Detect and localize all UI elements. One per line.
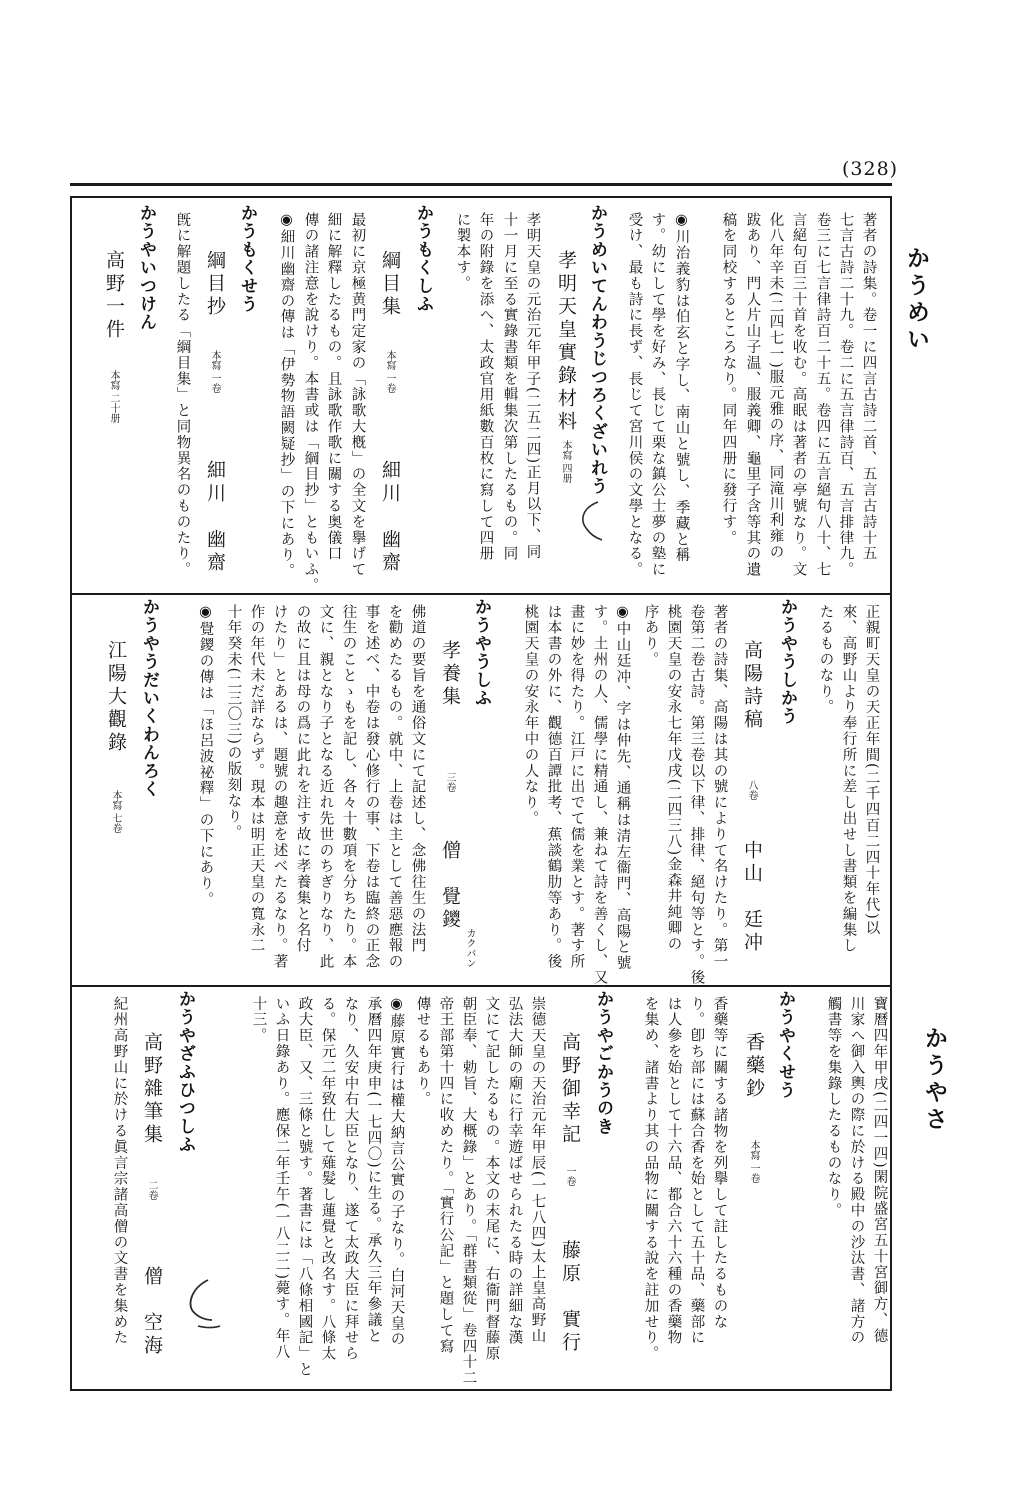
entry-title: 綱目集	[379, 250, 401, 319]
entry-title: 孝養集	[439, 640, 461, 709]
text-line: たるものなり。	[817, 604, 834, 716]
section-divider	[70, 593, 892, 595]
text-line: 承曆四年庚申(一七四〇)に生る。承久三年參議と	[365, 996, 382, 1345]
entry-heading: かうやいつけん	[136, 204, 156, 332]
entry-title: 高野御幸記	[559, 1032, 581, 1147]
text-line: 卷三に七言律詩百二十五。卷四に五言絕句八十、七	[814, 212, 831, 578]
entry-author: 細川 幽齋	[204, 460, 226, 575]
text-line: 桃園天皇の安永七年戊戌(二四三八)金森井純卿の	[665, 604, 682, 953]
text-line: 稿を同校するところなり。同年四册に發行す。	[720, 212, 737, 546]
text-line: 觸書等を集錄したるものなり。	[825, 996, 842, 1219]
entry-author: 僧 空海	[141, 1266, 163, 1358]
text-line: ◉覺鑁の傳は「ほ呂波祕釋」の下にあり。	[197, 604, 214, 908]
text-line: ◉藤原實行は權大納言公實の子なり。白河天皇の	[388, 996, 405, 1348]
entry-meta: 本寫 一卷	[748, 1140, 759, 1184]
text-line: なり、久安中右大臣となり、遂て太政大臣に拜せら	[342, 996, 359, 1362]
entry-heading: かうもくしふ	[413, 204, 433, 314]
entry-heading: かうやくせう	[775, 990, 795, 1100]
handwritten-mark	[178, 1276, 224, 1336]
text-line: 香藥等に關する諸物を列擧して註したるものな	[711, 996, 728, 1330]
entry-meta: 二卷	[146, 1180, 157, 1200]
text-line: 孝明天皇の元治元年甲子(二五二四)正月以下、同	[524, 212, 541, 561]
entry-author: 藤原 實行	[559, 1240, 581, 1355]
text-line: 事を述べ、中卷は發心修行の事、下卷は臨終の正念	[363, 604, 380, 970]
entry-title: 孝明天皇實錄材料	[555, 250, 577, 434]
text-line: いふ日錄あり。應保二年壬午(一八二二)薨す。年八	[273, 996, 290, 1360]
running-head-bottom: かうやさ	[921, 1026, 948, 1134]
text-line: 文にて記したるもの。本文の末尾に、右衞門督藤原	[483, 996, 500, 1362]
text-line: 十三。	[250, 996, 267, 1044]
text-line: 細に解釋したるもの。且詠歌作歌に關する奥儀口	[325, 212, 342, 562]
entry-title: 高野一件	[103, 250, 125, 342]
top-rule	[70, 183, 892, 186]
text-line: 七言古詩二十九。卷二に五言律詩百、五言排律九。	[837, 212, 854, 578]
text-line: 跋あり、門人片山子温、服義卿、龜里子含等其の遺	[744, 212, 761, 578]
entry-meta: 一卷	[564, 1166, 575, 1186]
entry-meta: 本寫 四册	[560, 440, 571, 484]
entry-author: 僧 覺鑁	[439, 840, 461, 932]
text-line: に製本す。	[454, 212, 471, 292]
text-line: 旣に解題したる「綱目集」と同物異名のものたり。	[174, 212, 191, 578]
text-line: 正親町天皇の天正年間(二千四百二四十年代)以	[863, 604, 880, 937]
text-line: す。土州の人、儒學に精通し、兼ねて詩を善くし、又	[591, 604, 608, 986]
text-line: 政大臣、又、三條と號す。著書には「八條相國記」と	[296, 996, 313, 1378]
text-line: 佛道の要旨を通俗文にて記述し、念佛往生の法門	[409, 604, 426, 954]
text-line: 文に、親となり子となる近れ先世のちぎりなり、此	[317, 604, 334, 970]
text-line: は本書の外に、觀德百譚批考、蕉談鶴肋等あり。後	[545, 604, 562, 970]
text-line: 來、高野山より奉行所に差し出せし書類を編集し	[840, 604, 857, 954]
text-line: す。幼にして學を好み、長じて栗な鎮公士夢の塾に	[649, 212, 666, 578]
text-line: 川家へ御入輿の際に於ける殿中の沙汰書、諸方の	[848, 996, 865, 1346]
text-line: 十一月に至る實錄書類を輯集次第したるもの。同	[501, 212, 518, 562]
entry-heading: かうやうしふ	[471, 598, 491, 708]
text-line: を勸めたるもの。就中、上卷は主として善惡應報の	[386, 604, 403, 970]
entry-author: 細川 幽齋	[379, 460, 401, 575]
text-line: 受け、最も詩に長ず、長じて宮川侯の文學となる。	[626, 212, 643, 578]
entry-heading: かうやうだいくわんろく	[139, 598, 159, 799]
text-line: 寶曆四年甲戌(二四一四)閑院盛宮五十宮御方、德	[871, 996, 888, 1345]
text-line: は人參を始として十六品、都合六十六種の香藥物	[665, 996, 682, 1346]
entry-heading: かうめいてんわうじつろくざいれう	[587, 204, 607, 496]
text-line: の故に且は母の爲に此れを注す故に孝養集と名付	[294, 604, 311, 954]
text-line: 往生のことゝもを記し、各々十數項を分ちたり。本	[340, 604, 357, 970]
text-line: ◉中山廷冲、字は仲先、通稱は清左衞門、高陽と號	[614, 604, 631, 972]
entry-author: 中山 廷冲	[741, 840, 763, 955]
text-line: り。卽ち部には蘇合香を始として五十品、藥部に	[688, 996, 705, 1346]
text-line: 傳せるもあり。	[414, 996, 431, 1108]
text-line: を集め、諸書より其の品物に關する說を註加せり。	[642, 996, 659, 1362]
text-line: ◉川治義豹は伯玄と字し、南山と號し、季藏と稱	[673, 212, 690, 564]
entry-title: 高野雜筆集	[141, 1032, 163, 1147]
running-head-top: かうめい	[903, 246, 930, 354]
text-line: 崇德天皇の天治元年甲辰(一七八四)太上皇高野山	[529, 996, 546, 1345]
entry-title: 高陽詩稿	[741, 640, 763, 732]
text-line: 年の附錄を添へ、太政官用紙數百枚に寫して四册	[477, 212, 494, 562]
entry-meta: 本寫 一卷	[384, 350, 395, 394]
text-line: 作の年代未だ詳ならず。現本は明正天皇の寬永二	[248, 604, 265, 954]
text-line: 朝臣奉、勅旨、大概錄」とあり。「群書類從」卷四十二	[460, 996, 477, 1387]
text-line: 化八年辛未(二四七一)服元雅の序、同滝川利雍の	[767, 212, 784, 561]
entry-heading: かうやごかうのき	[593, 990, 613, 1136]
entry-title: 香藥鈔	[743, 1032, 765, 1101]
text-line: る。保元二年致仕して薙髮し蓮覺と改名す。八條太	[319, 996, 336, 1362]
text-line: 著者の詩集、高陽は其の號によりて名けたり。第一	[711, 604, 728, 970]
entry-title: 綱目抄	[204, 250, 226, 319]
text-line: 最初に京極黄門定家の「詠歌大槪」の全文を擧げて	[349, 212, 366, 578]
text-line: 紀州高野山に於ける眞言宗諸高僧の文書を集めた	[111, 996, 128, 1346]
entry-heading: かうやざふひつしふ	[175, 990, 195, 1154]
text-line: 十年癸未(二三〇三)の版刻なり。	[225, 604, 242, 841]
handwritten-mark	[576, 498, 606, 544]
entry-title: 江陽大觀錄	[105, 640, 127, 755]
entry-meta: 本寫 一卷	[209, 350, 220, 394]
text-line: 卷第二卷古詩。第三卷以下律、排律、絕句等とす。後	[688, 604, 705, 986]
page-number: (328)	[842, 158, 899, 180]
text-line: 言絕句百三十首を收む。高眠は著者の亭號なり。文	[790, 212, 807, 578]
text-line: 著者の詩集。卷一に四言古詩二首、五言古詩十五	[860, 212, 877, 562]
author-ruby: カクバン	[464, 928, 475, 968]
entry-meta: 三卷	[444, 772, 455, 792]
text-line: 弘法大師の廟に行幸遊ばせられたる時の詳細な漢	[506, 996, 523, 1346]
entry-meta: 本寫 七卷	[110, 790, 121, 834]
text-line: 傳の諸注意を說けり。本書或は「綱目抄」ともいふ。	[302, 212, 319, 594]
text-line: ◉細川幽齋の傳は「伊勢物語闕疑抄」の下にあり。	[278, 212, 295, 580]
entry-heading: かうもくせう	[237, 204, 257, 314]
entry-meta: 八卷	[746, 780, 757, 800]
text-line: 桃園天皇の安永年中の人なり。	[522, 604, 539, 827]
text-line: 帝王部第十四に收めたり。「實行公記」と題して寫	[437, 996, 454, 1355]
entry-heading: かうやうしかう	[777, 598, 797, 726]
text-line: けたり」とあるは、題號の趣意を述べたるなり。著	[271, 604, 288, 970]
entry-meta: 本寫 二十册	[108, 370, 119, 424]
text-line: 畫に妙を得たり。江戸に出でて儒を業とす。著す所	[568, 604, 585, 970]
section-divider	[70, 985, 892, 987]
text-line: 序あり。	[642, 604, 659, 668]
